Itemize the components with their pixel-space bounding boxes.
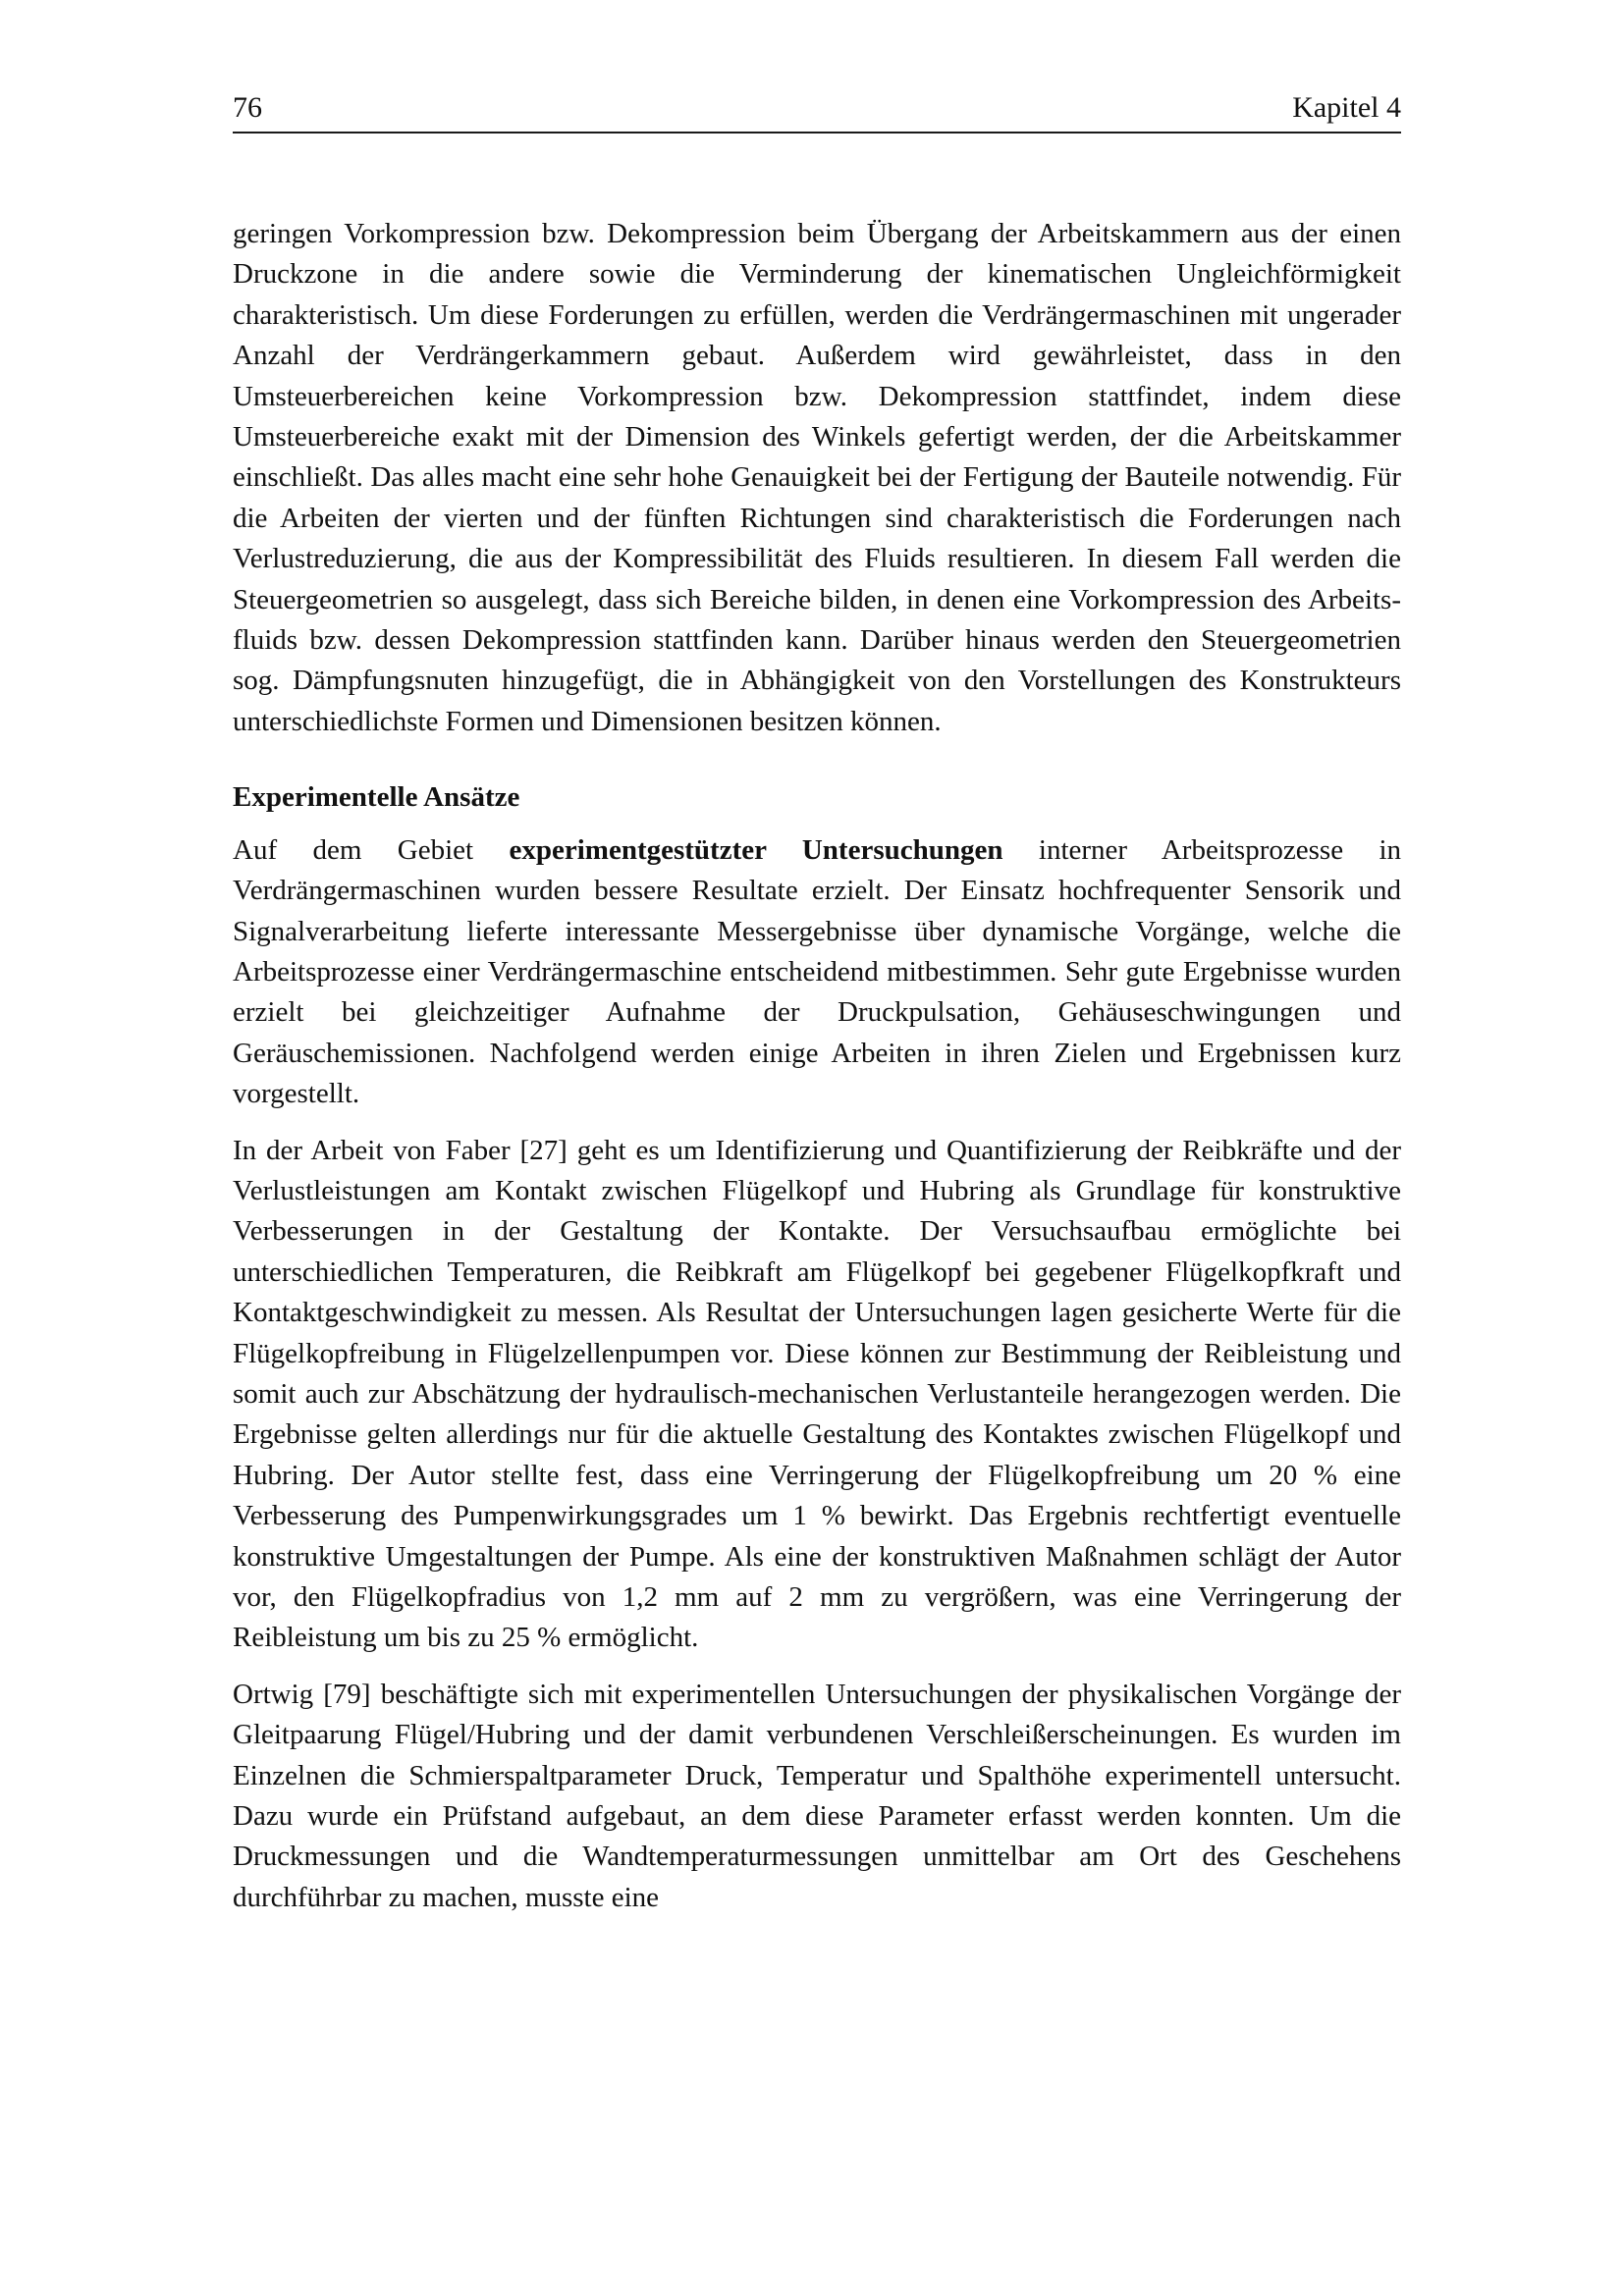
paragraph: In der Arbeit von Faber [27] geht es um Identifizierung und Quantifizierung der Reibkräfte und der Verlustleistungen am Kontakt zwischen Flügelkopf und Hubring als Grundlage für konstruktive Verbesserungen in der Gestaltung der Kontakte. Der Versuchsaufbau ermöglichte bei unterschiedlichen Temperaturen, die Reibkraft am Flügelkopf bei gegebener Flügelkopfkraft und Kontaktgeschwindigkeit zu messen. Als Resultat der Untersuchungen lagen gesicherte Werte für die Flügelkopfreibung in Flügelzellenpumpen vor. Diese können zur Bestimmung der Reibleistung und somit auch zur Abschätzung der hydraulisch-mechanischen Verlustanteile herangezogen werden. Die Ergebnisse gelten allerdings nur für die aktuelle Gestaltung des Kontaktes zwischen Flügelkopf und Hubring. Der Autor stellte fest, dass eine Verringerung der Flügelkopfreibung um 20 % eine Verbesserung des Pumpenwirkungsgrades um 1 % bewirkt. Das Ergebnis rechtfertigt eventuelle konstruktive Umgestaltungen der Pumpe. Als eine der konstruktiven Maßnahmen schlägt der Autor vor, den Flügelkopfradius von 1,2 mm auf 2 mm zu vergrößern, was eine Verringerung der Reibleistung um bis zu 25 % ermöglicht. bbox=[233, 1134, 1401, 1654]
paragraph bbox=[233, 830, 1401, 1115]
page-number: 76 bbox=[233, 91, 262, 124]
paragraph: geringen Vorkompression bzw. Dekompression beim Übergang der Arbeitskammern aus der einen Druckzone in die andere sowie die Verminderung der kinematischen Ungleichförmigkeit charakteristisch. Um diese Forderungen zu erfüllen, werden die Verdrängermaschinen mit ungerader Anzahl der Verdrängerkammern gebaut. Außerdem wird gewährleistet, dass in den Umsteuerbereichen keine Vorkompression bzw. Dekompression stattfindet, indem diese Umsteuerbereiche exakt mit der Dimension des Winkels gefertigt werden, der die Arbeitskammer einschließt. Das alles macht eine sehr hohe Genauigkeit bei der Fertigung der Bauteile notwendig. Für die Arbeiten der vierten und der fünften Richtungen sind charakteristisch die Forderungen nach Verlustreduzierung, die aus der Kompressibilität des Fluids resultieren. In diesem Fall werden die Steuergeometrien so ausgelegt, dass sich Bereiche bilden, in denen eine Vorkompression des Arbeitsfluids bzw. dessen Dekompression stattfinden kann. Darüber hinaus werden den Steuergeometrien sog. Dämpfungsnuten hinzugefügt, die in Abhängigkeit von den Vorstellungen des Konstrukteurs unterschiedlichste Formen und Dimensionen besitzen können. bbox=[233, 218, 1401, 737]
emphasized-term: experimentgestützter Untersuchungen bbox=[509, 833, 1003, 866]
document-page bbox=[233, 88, 1401, 1918]
chapter-title: Kapitel 4 bbox=[1292, 91, 1401, 124]
paragraph-lead: Auf dem Gebiet bbox=[233, 833, 474, 866]
body-text bbox=[233, 214, 1401, 1918]
paragraph-rest: interner Arbeitsprozesse in Verdrängermaschinen wurden bessere Resultate erzielt. Der Einsatz hochfrequenter Sensorik und Signalverarbeitung lieferte interessante Messergebnisse über dynamische Vorgänge, welche die Arbeitsprozesse einer Verdrängermaschine entscheidend mitbestimmen. Sehr gute Ergebnisse wurden erzielt bei gleichzeitiger Aufnahme der Druckpulsation, Gehäuseschwingungen und Geräuschemissionen. Nachfolgend werden einige Arbeiten in ihren Zielen und Ergebnissen kurz vorgestellt. bbox=[233, 833, 1402, 1110]
section-heading: Experimentelle Ansätze bbox=[233, 781, 520, 814]
paragraph: Ortwig [79] beschäftigte sich mit experimentellen Untersuchungen der physikalischen Vorgänge der Gleitpaarung Flügel/Hubring und der damit verbundenen Verschleißerscheinungen. Es wurden im Einzelnen die Schmierspaltparameter Druck, Temperatur und Spalthöhe experimentell untersucht. Dazu wurde ein Prüfstand aufgebaut, an dem diese Parameter erfasst werden konnten. Um die Druckmessungen und die Wandtemperaturmessungen unmittelbar am Ort des Geschehens durchführbar zu machen, musste eine bbox=[233, 1678, 1401, 1913]
page-header bbox=[233, 88, 1401, 133]
